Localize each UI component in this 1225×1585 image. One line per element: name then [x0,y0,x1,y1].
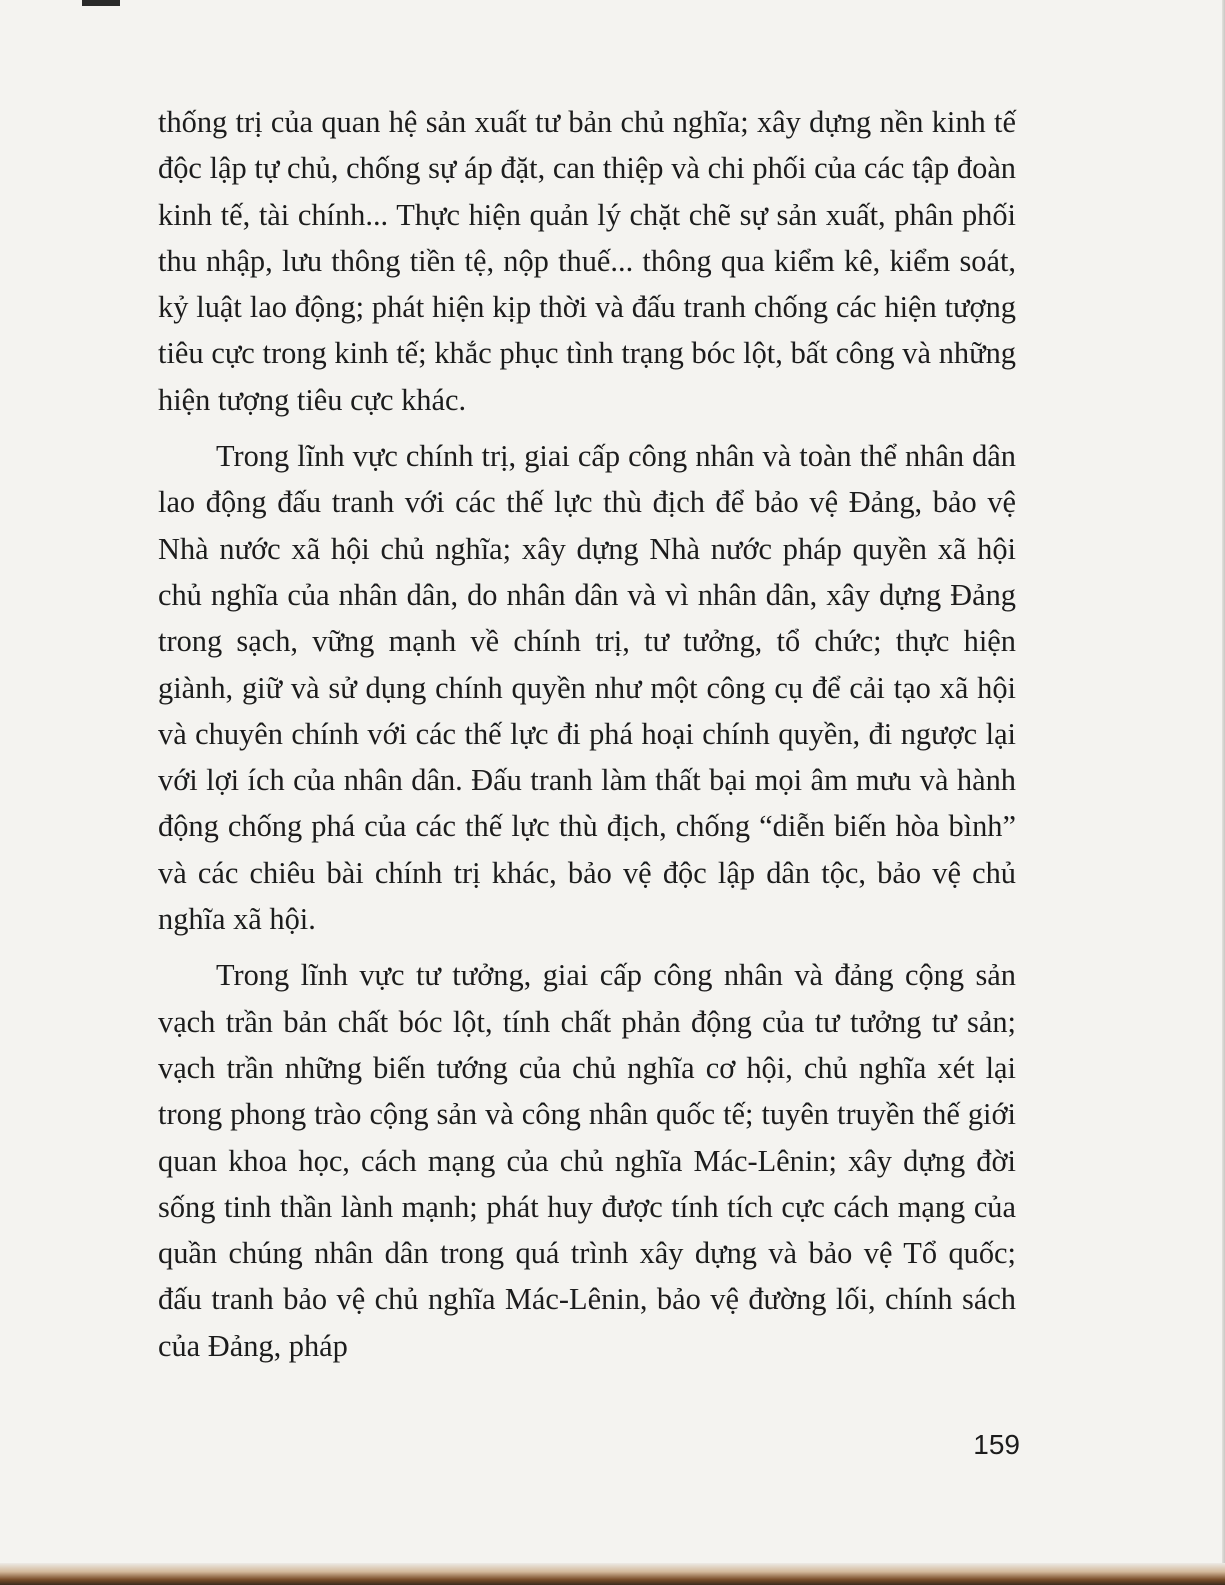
paragraph-ideological-field: Trong lĩnh vực tư tưởng, giai cấp công nhân và đảng cộng sản vạch trần bản chất bóc lột, tính chất phản động của tư tưởng tư sản; vạch trần những biến tướng của chủ nghĩa cơ hội, chủ nghĩa xét lại trong phong trào cộng sản và công nhân quốc tế; tuyên truyền thế giới quan khoa học, cách mạng của chủ nghĩa Mác-Lênin; xây dựng đời sống tinh thần lành mạnh; phát huy được tính tích cực cách mạng của quần chúng nhân dân trong quá trình xây dựng và bảo vệ Tổ quốc; đấu tranh bảo vệ chủ nghĩa Mác-Lênin, bảo vệ đường lối, chính sách của Đảng, pháp [158,958,1016,1363]
page-body [158,99,1016,1379]
page-number: 159 [973,1429,1020,1460]
scan-edge-bottom [0,1563,1225,1585]
scan-mark-top [82,0,120,6]
paragraph-political-field: Trong lĩnh vực chính trị, giai cấp công nhân và toàn thể nhân dân lao động đấu tranh với các thế lực thù địch để bảo vệ Đảng, bảo vệ Nhà nước xã hội chủ nghĩa; xây dựng Nhà nước pháp quyền xã hội chủ nghĩa của nhân dân, do nhân dân và vì nhân dân, xây dựng Đảng trong sạch, vững mạnh về chính trị, tư tưởng, tổ chức; thực hiện giành, giữ và sử dụng chính quyền như một công cụ để cải tạo xã hội và chuyên chính với các thế lực đi phá hoại chính quyền, đi ngược lại với lợi ích của nhân dân. Đấu tranh làm thất bại mọi âm mưu và hành động chống phá của các thế lực thù địch, chống “diễn biến hòa bình” và các chiêu bài chính trị khác, bảo vệ độc lập dân tộc, bảo vệ chủ nghĩa xã hội. [158,439,1016,937]
paragraph-economic-continuation: thống trị của quan hệ sản xuất tư bản chủ nghĩa; xây dựng nền kinh tế độc lập tự chủ, chống sự áp đặt, can thiệp và chi phối của các tập đoàn kinh tế, tài chính... Thực hiện quản lý chặt chẽ sự sản xuất, phân phối thu nhập, lưu thông tiền tệ, nộp thuế... thông qua kiểm kê, kiểm soát, kỷ luật lao động; phát hiện kịp thời và đấu tranh chống các hiện tượng tiêu cực trong kinh tế; khắc phục tình trạng bóc lột, bất công và những hiện tượng tiêu cực khác. [158,105,1016,417]
